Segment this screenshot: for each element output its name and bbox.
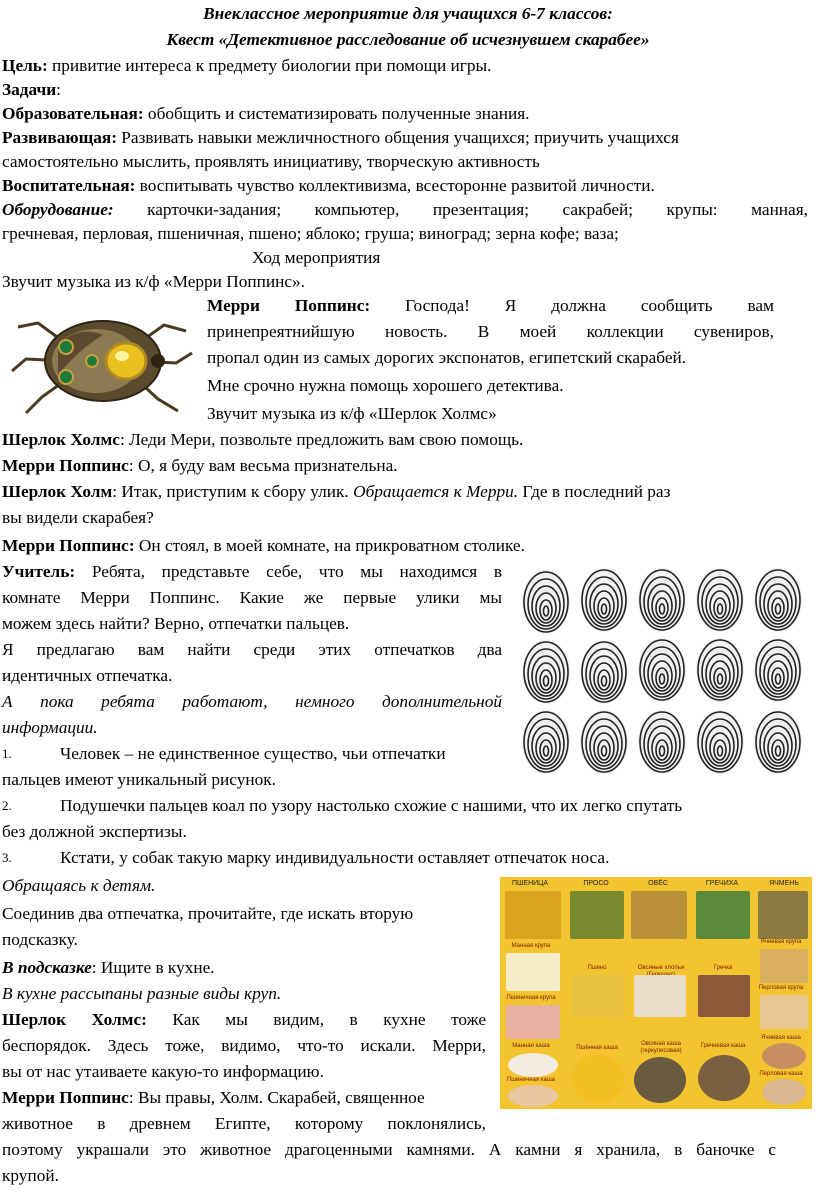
- dev-task: Развивающая: Развивать навыки межличностного общения учащихся; приучить учащихся: [2, 128, 679, 147]
- music-2: Звучит музыка из к/ф «Шерлок Холмс»: [207, 404, 497, 423]
- goal: Цель: привитие интереса к предмету биологии при помощи игры.: [2, 56, 492, 75]
- sherlock-3-end: вы от нас утаиваете какую-то информацию.: [2, 1062, 324, 1081]
- sherlock-2: Шерлок Холм: Итак, приступим к сбору улик. Обращается к Мерри. Где в последний раз: [2, 482, 671, 501]
- edu-task: Образовательная: обобщить и систематизировать полученные знания.: [2, 104, 530, 123]
- label-wheat-groats: Пшеничная крупа: [506, 995, 556, 1001]
- grains-image: [500, 877, 812, 1109]
- equipment: Оборудование: карточки-задания; компьютер, презентация; сакрабей; крупы: манная,: [2, 200, 808, 219]
- fact-1-number: 1.: [2, 746, 12, 761]
- join-prints-cont: подсказку.: [2, 930, 78, 949]
- fact-1-cont: пальцев имеют уникальный рисунок.: [2, 770, 276, 789]
- vos-task: Воспитательная: воспитывать чувство коллективизма, всесторонне развитой личности.: [2, 176, 655, 195]
- fact-1: Человек – не единственное существо, чьи отпечатки: [60, 744, 446, 763]
- teacher-3: можем здесь найти? Верно, отпечатки пальцев.: [2, 614, 350, 633]
- merry-3: Мерри Поппинс: Он стоял, в моей комнате, на прикроватном столике.: [2, 536, 525, 555]
- title-line-2: Квест «Детективное расследование об исчезнувшем скарабее»: [166, 30, 650, 49]
- label-semolina-porridge: Манная каша: [512, 1043, 550, 1049]
- grain-header-millet: ПРОСО: [583, 880, 609, 887]
- merry-2: Мерри Поппинс: О, я буду вам весьма признательна.: [2, 456, 398, 475]
- info-2: информации.: [2, 718, 98, 737]
- merry-line-1: Мерри Поппинс: Господа! Я должна сообщить вам: [207, 296, 774, 315]
- label-wheat-porridge: Пшеничная каша: [506, 1077, 556, 1083]
- merry-4-cont2: поэтому украшали это животное драгоценными камнями. А камни я хранила, в баночке с: [2, 1140, 776, 1159]
- fingerprints-image: [516, 562, 812, 780]
- teacher-5: идентичных отпечатка.: [2, 666, 173, 685]
- fact-3: Кстати, у собак такую марку индивидуальности оставляет отпечаток носа.: [60, 848, 610, 867]
- dev-task-cont: самостоятельно мыслить, проявлять инициативу, творческую активность: [2, 152, 540, 171]
- course-heading: Ход мероприятия: [252, 248, 381, 267]
- fact-3-number: 3.: [2, 850, 12, 865]
- join-prints: Соединив два отпечатка, прочитайте, где искать вторую: [2, 904, 414, 923]
- to-kids: Обращаясь к детям.: [2, 876, 156, 895]
- fact-2: Подушечки пальцев коал по узору настолько схожие с нашими, что их легко спутать: [60, 796, 683, 815]
- scarab-image: [8, 305, 198, 417]
- equipment-cont: гречневая, перловая, пшеничная, пшено; яблоко; груша; виноград; зерна кофе; ваза;: [2, 224, 619, 243]
- merry-4-end: крупой.: [2, 1166, 59, 1185]
- sherlock-1: Шерлок Холмс: Леди Мери, позвольте предложить вам свою помощь.: [2, 430, 524, 449]
- label-buckwheat-porridge: Гречневая каша: [700, 1043, 746, 1049]
- grain-header-oats: ОВЁС: [648, 880, 668, 887]
- grain-header-barley: ЯЧМЕНЬ: [769, 880, 799, 887]
- fact-2-cont: без должной экспертизы.: [2, 822, 187, 841]
- title-line-1: Внеклассное мероприятие для учащихся 6-7 классов:: [203, 4, 613, 23]
- tasks-heading: Задачи:: [2, 80, 61, 99]
- label-oat-porridge: Овсяная каша (геркулесовая): [640, 1041, 682, 1054]
- sherlock-3: Шерлок Холмс: Как мы видим, в кухне тоже: [2, 1010, 486, 1029]
- sherlock-3-cont: беспорядок. Здесь тоже, видимо, что-то искали. Мерри,: [2, 1036, 486, 1055]
- merry-line-4: Мне срочно нужна помощь хорошего детектива.: [207, 376, 564, 395]
- merry-4: Мерри Поппинс: Вы правы, Холм. Скарабей, священное: [2, 1088, 425, 1107]
- kitchen: В кухне рассыпаны разные виды круп.: [2, 984, 282, 1003]
- label-pearl-porridge: Перловая каша: [759, 1071, 803, 1077]
- label-pearl-barley: Перловая крупа: [758, 985, 804, 991]
- teacher-4: Я предлагаю вам найти среди этих отпечатков два: [2, 640, 502, 659]
- grain-header-buckwheat: ГРЕЧИХА: [705, 880, 739, 887]
- label-semolina: Манная крупа: [511, 943, 551, 949]
- merry-line-3: пропал один из самых дорогих экспонатов, египетский скарабей.: [207, 348, 687, 367]
- fact-2-number: 2.: [2, 798, 12, 813]
- label-millet: Пшено: [587, 965, 607, 971]
- teacher-1: Учитель: Ребята, представьте себе, что мы находимся в: [2, 562, 502, 581]
- info-1: А пока ребята работают, немного дополнительной: [2, 692, 502, 711]
- label-buckwheat: Гречка: [713, 965, 733, 971]
- hint: В подсказке: Ищите в кухне.: [2, 958, 215, 977]
- label-barley-porridge: Ячневая каша: [761, 1035, 801, 1041]
- label-millet-porridge: Пшённая каша: [576, 1045, 618, 1051]
- teacher-2: комнате Мерри Поппинс. Какие же первые улики мы: [2, 588, 502, 607]
- grain-header-wheat: ПШЕНИЦА: [511, 880, 549, 887]
- merry-line-2: принепреятнийшую новость. В моей коллекции сувениров,: [207, 322, 774, 341]
- label-barley-groats: Ячневая крупа: [760, 939, 802, 945]
- merry-4-cont: животное в древнем Египте, которому поклонялись,: [2, 1114, 486, 1133]
- music-1: Звучит музыка из к/ф «Мерри Поппинс».: [2, 272, 305, 291]
- label-oat-flakes: Овсяные хлопья: [637, 965, 685, 971]
- sherlock-2-cont: вы видели скарабея?: [2, 508, 154, 527]
